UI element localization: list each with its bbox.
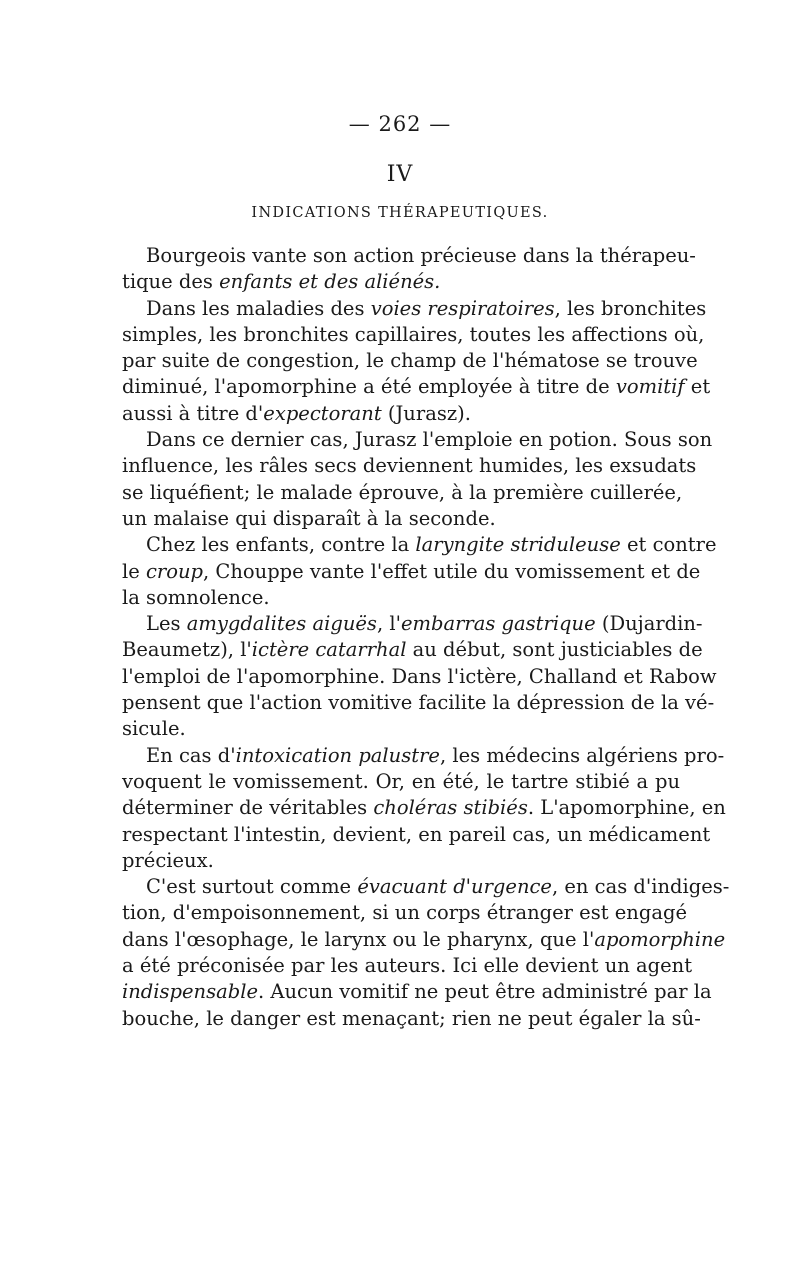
italic-phrase: expectorant: [263, 401, 382, 425]
text-line: [122, 874, 730, 900]
text-segment: , Chouppe vante l'effet utile du vomissement et de: [203, 559, 701, 583]
text-line: [122, 269, 680, 295]
section-numeral: IV: [386, 162, 414, 187]
italic-phrase: intoxication palustre: [235, 743, 440, 767]
text-line: [122, 348, 698, 374]
text-line: [122, 243, 696, 269]
text-segment: le: [122, 559, 146, 583]
text-segment: simples, les bronchites capillaires, toutes les affections où,: [122, 322, 705, 346]
text-line: [122, 664, 717, 690]
italic-phrase: ictère catarrhal: [251, 638, 407, 662]
text-line: [122, 480, 683, 506]
text-line: [122, 822, 711, 848]
italic-phrase: enfants et des aliénés.: [219, 270, 441, 294]
text-line: [122, 427, 713, 453]
text-line: [122, 1006, 701, 1032]
text-segment: précieux.: [122, 848, 214, 872]
text-segment: et: [684, 375, 711, 399]
text-segment: Bourgeois vante son action précieuse dans la thérapeu-: [146, 244, 696, 267]
text-line: [122, 506, 680, 532]
text-line: [122, 690, 715, 716]
italic-phrase: laryngite striduleuse: [415, 533, 621, 557]
text-line: [122, 900, 687, 926]
text-segment: Dans ce dernier cas, Jurasz l'emploie en potion. Sous son: [146, 428, 713, 452]
text-line: [122, 637, 703, 663]
italic-phrase: vomitif: [615, 375, 685, 399]
section-title: INDICATIONS THÉRAPEUTIQUES.: [251, 205, 549, 221]
text-line: [122, 927, 726, 953]
body-text: [122, 243, 730, 1032]
text-segment: , en cas d'indiges-: [551, 875, 730, 899]
text-line: [122, 769, 680, 795]
italic-phrase: croup: [145, 559, 204, 583]
text-line: [122, 953, 693, 979]
text-segment: Dans les maladies des: [146, 296, 371, 320]
text-segment: par suite de congestion, le champ de l'hématose se trouve: [122, 349, 698, 373]
text-line: [122, 716, 680, 742]
text-segment: influence, les râles secs deviennent humides, les exsudats: [122, 454, 697, 478]
text-segment: se liquéfient; le malade éprouve, à la première cuillerée,: [122, 480, 683, 504]
text-segment: Beaumetz), l': [122, 638, 252, 662]
text-line: [122, 585, 680, 611]
text-segment: (Jurasz).: [381, 401, 471, 425]
text-segment: pensent que l'action vomitive facilite la dépression de la vé-: [122, 691, 715, 715]
text-segment: (Dujardin-: [595, 612, 703, 636]
text-line: [122, 532, 717, 558]
text-segment: l'emploi de l'apomorphine. Dans l'ictère, Challand et Rabow: [122, 664, 717, 688]
text-segment: respectant l'intestin, devient, en pareil cas, un médicament: [122, 822, 711, 846]
text-line: [122, 374, 711, 400]
text-segment: , l': [376, 612, 401, 636]
italic-phrase: voies respiratoires: [370, 296, 555, 320]
text-segment: . L'apomorphine, en: [527, 796, 726, 820]
text-segment: a été préconisée par les auteurs. Ici elle devient un agent: [122, 954, 693, 978]
text-segment: sicule.: [122, 717, 186, 741]
text-segment: Chez les enfants, contre la: [146, 533, 416, 557]
text-segment: aussi à titre d': [122, 401, 264, 425]
text-segment: dans l'œsophage, le larynx ou le pharynx, que l': [122, 927, 595, 951]
text-segment: un malaise qui disparaît à la seconde.: [122, 506, 496, 530]
text-line: [122, 559, 701, 585]
text-segment: . Aucun vomitif ne peut être administré par la: [258, 980, 712, 1004]
text-segment: En cas d': [146, 743, 236, 767]
text-line: [122, 848, 680, 874]
text-segment: , les médecins algériens pro-: [439, 743, 725, 767]
text-segment: Les: [146, 612, 187, 636]
text-segment: voquent le vomissement. Or, en été, le tartre stibié a pu: [122, 769, 680, 793]
text-segment: , les bronchites: [554, 296, 707, 320]
text-line: [122, 453, 697, 479]
text-line: [122, 611, 703, 637]
text-line: [122, 743, 725, 769]
italic-phrase: indispensable: [122, 980, 258, 1004]
italic-phrase: amygdalites aiguës: [186, 612, 377, 636]
text-segment: la somnolence.: [122, 585, 270, 609]
italic-phrase: embarras gastrique: [400, 612, 596, 636]
text-segment: C'est surtout comme: [146, 875, 358, 899]
text-line: [122, 401, 680, 427]
text-line: [122, 979, 712, 1005]
text-segment: tion, d'empoisonnement, si un corps étranger est engagé: [122, 901, 687, 925]
text-line: [122, 795, 726, 821]
text-segment: diminué, l'apomorphine a été employée à titre de: [122, 375, 616, 399]
italic-phrase: évacuant d'urgence: [357, 875, 552, 899]
text-segment: tique des: [122, 270, 220, 294]
text-segment: au début, sont justiciables de: [406, 638, 703, 662]
text-segment: et contre: [620, 533, 717, 557]
text-line: [122, 296, 707, 322]
italic-phrase: apomorphine: [594, 927, 726, 951]
text-segment: bouche, le danger est menaçant; rien ne peut égaler la sû-: [122, 1006, 701, 1030]
text-segment: déterminer de véritables: [122, 796, 374, 820]
page-number: — 262 —: [348, 112, 452, 136]
text-line: [122, 322, 705, 348]
italic-phrase: choléras stibiés: [373, 796, 528, 820]
